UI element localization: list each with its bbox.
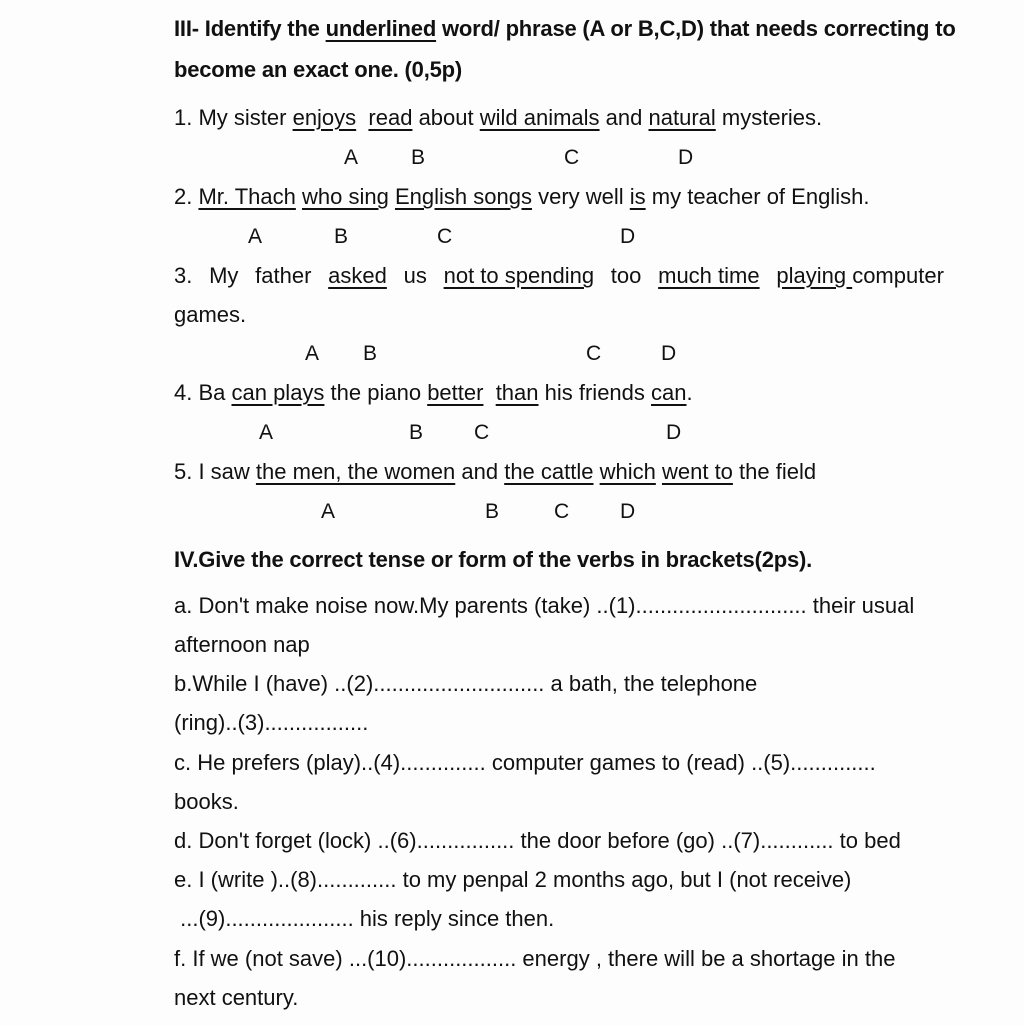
q4-text: 4. Ba xyxy=(174,380,232,405)
q3-text: My xyxy=(209,263,239,288)
q3-text: 3. xyxy=(174,263,193,288)
q1-option-b: read xyxy=(368,105,413,130)
q5-option-c: which xyxy=(599,459,656,484)
q3-text: computer xyxy=(852,263,944,288)
q4-option-d: can xyxy=(651,380,687,405)
q4-text xyxy=(483,380,495,405)
title-text: III- Identify the xyxy=(174,16,326,41)
q1-option-d: natural xyxy=(648,105,716,130)
item-f-line1: f. If we (not save) ...(10).................. energy , there will be a shortage in the xyxy=(174,946,896,971)
q5-label-a: A xyxy=(321,500,336,523)
q2-option-d: is xyxy=(629,184,646,209)
q1-label-a: A xyxy=(344,146,359,169)
q2-option-a: Mr. Thach xyxy=(198,184,296,209)
q5-option-d: went to xyxy=(661,459,733,484)
q4-option-b: better xyxy=(427,380,484,405)
q3-text: us xyxy=(403,263,427,288)
q2-text: my teacher of English. xyxy=(645,184,870,209)
question-3-line2: games. xyxy=(174,302,247,327)
item-b-line1: b.While I (have) ..(2)............................ a bath, the telephone xyxy=(174,671,758,696)
section3-title xyxy=(174,16,956,42)
q5-label-d: D xyxy=(620,500,636,523)
item-a-line2: afternoon nap xyxy=(174,632,310,657)
q2-label-d: D xyxy=(620,225,636,248)
item-c-line2: books. xyxy=(174,789,239,814)
question-4 xyxy=(174,380,693,406)
q3-label-a: A xyxy=(305,342,320,365)
q1-text xyxy=(356,105,368,130)
question-1 xyxy=(174,105,822,131)
q4-option-a: can plays xyxy=(231,380,325,405)
q3-option-d: playing xyxy=(776,263,853,288)
q2-option-c: English songs xyxy=(394,184,532,209)
question-5 xyxy=(174,459,816,485)
q4-label-a: A xyxy=(259,421,274,444)
item-b-line2: (ring)..(3)................. xyxy=(174,710,369,735)
question-2 xyxy=(174,184,869,210)
q3-label-c: C xyxy=(586,342,602,365)
q5-text: 5. I saw xyxy=(174,459,256,484)
question-3 xyxy=(174,263,944,289)
item-a-line1: a. Don't make noise now.My parents (take) ..(1)............................ their usual xyxy=(174,593,915,618)
item-d-line1: d. Don't forget (lock) ..(6)................ the door before (go) ..(7)............ to bed xyxy=(174,828,901,853)
q4-label-b: B xyxy=(409,421,424,444)
q3-label-d: D xyxy=(661,342,677,365)
q5-option-b: the cattle xyxy=(504,459,594,484)
q4-label-c: C xyxy=(474,421,490,444)
section4-title: IV.Give the correct tense or form of the verbs in brackets(2ps). xyxy=(174,547,813,572)
q3-text: father xyxy=(255,263,312,288)
q5-text: the field xyxy=(732,459,817,484)
q5-label-b: B xyxy=(485,500,500,523)
title-text: word/ phrase (A or B,C,D) that needs correcting to xyxy=(436,16,956,41)
q3-text: too xyxy=(610,263,642,288)
q2-label-a: A xyxy=(248,225,263,248)
q1-label-b: B xyxy=(411,146,426,169)
item-e-line1: e. I (write )..(8)............. to my penpal 2 months ago, but I (not receive) xyxy=(174,867,852,892)
q2-option-b: who sing xyxy=(302,184,389,209)
q1-text: 1. My sister xyxy=(174,105,293,130)
item-e-line2: ...(9)..................... his reply since then. xyxy=(174,906,555,931)
q4-option-c: than xyxy=(495,380,539,405)
q1-text: about xyxy=(412,105,480,130)
q1-label-c: C xyxy=(564,146,580,169)
q3-option-a: asked xyxy=(328,263,387,288)
q4-text: . xyxy=(686,380,693,405)
q2-text: very well xyxy=(531,184,630,209)
q1-text: mysteries. xyxy=(715,105,823,130)
q2-label-b: B xyxy=(334,225,349,248)
q3-label-b: B xyxy=(363,342,378,365)
q2-text: 2. xyxy=(174,184,199,209)
q1-text: and xyxy=(599,105,649,130)
q1-option-c: wild animals xyxy=(479,105,600,130)
title-underlined-word: underlined xyxy=(325,16,437,41)
q1-label-d: D xyxy=(678,146,694,169)
q3-option-b: not to spending xyxy=(443,263,595,288)
q5-label-c: C xyxy=(554,500,570,523)
item-f-line2: next century. xyxy=(174,985,299,1010)
q1-option-a: enjoys xyxy=(292,105,357,130)
item-c-line1: c. He prefers (play)..(4).............. computer games to (read) ..(5).............. xyxy=(174,750,876,775)
q2-label-c: C xyxy=(437,225,453,248)
q3-option-c: much time xyxy=(658,263,760,288)
q5-option-a: the men, the women xyxy=(255,459,456,484)
q4-text: the piano xyxy=(324,380,428,405)
q4-label-d: D xyxy=(666,421,682,444)
q5-text: and xyxy=(455,459,505,484)
q4-text: his friends xyxy=(538,380,652,405)
section3-title-line2: become an exact one. (0,5p) xyxy=(174,57,463,82)
